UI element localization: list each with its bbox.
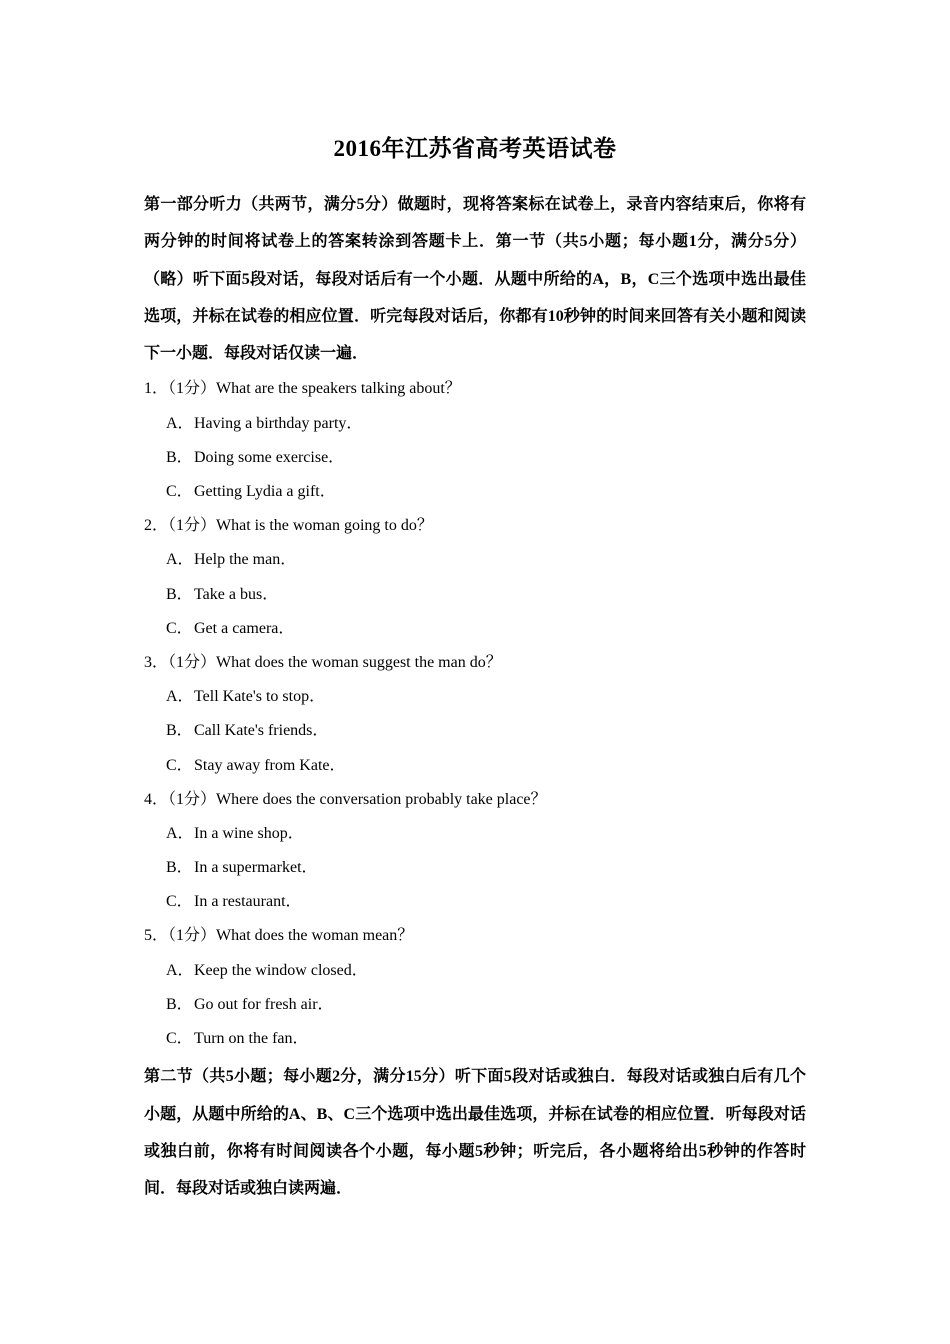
option-b (144, 441, 806, 475)
option-text: Call Kate's friends． (194, 722, 329, 740)
option-text: In a restaurant． (194, 893, 302, 911)
question-4 (144, 783, 806, 920)
option-letter: C． (166, 619, 193, 637)
option-text: Keep the window closed． (194, 961, 368, 979)
question-5 (144, 919, 806, 1056)
option-text: Go out for fresh air． (194, 995, 334, 1013)
option-text: In a supermarket． (194, 859, 318, 877)
question-stem: 2．（1分）What is the woman going to do？ (144, 517, 433, 535)
option-b (144, 714, 806, 748)
option-a (144, 407, 806, 441)
option-b (144, 851, 806, 885)
option-letter: A． (166, 824, 194, 842)
option-text: Tell Kate's to stop． (194, 688, 326, 706)
option-text: Having a birthday party． (194, 414, 363, 432)
option-letter: A． (166, 551, 194, 569)
question-stem: 3．（1分）What does the woman suggest the man do？ (144, 653, 502, 671)
option-c (144, 612, 806, 646)
question-stem: 5．（1分）What does the woman mean？ (144, 927, 414, 945)
question-2 (144, 509, 806, 646)
option-letter: B． (166, 859, 193, 877)
option-c (144, 475, 806, 509)
option-letter: B． (166, 995, 193, 1013)
option-text: Getting Lydia a gift． (194, 483, 336, 501)
option-letter: B． (166, 722, 193, 740)
question-1 (144, 372, 806, 509)
option-text: Turn on the fan． (194, 1030, 309, 1048)
option-letter: C． (166, 1030, 193, 1048)
option-c (144, 885, 806, 919)
option-letter: A． (166, 414, 194, 432)
option-letter: A． (166, 688, 194, 706)
option-letter: B． (166, 585, 193, 603)
option-letter: C． (166, 756, 193, 774)
option-text: Doing some exercise． (194, 448, 345, 466)
option-letter: C． (166, 893, 193, 911)
page-title: 2016年江苏省高考英语试卷 (333, 136, 617, 161)
option-a (144, 954, 806, 988)
part2-instructions: 第二节（共5小题；每小题2分，满分15分）听下面5段对话或独白．每段对话或独白后有几个小题，从题中所给的A、B、C三个选项中选出最佳选项，并标在试卷的相应位置．听每段对话或独白前，你将有时间阅读各个小题，每小题5秒钟；听完后，各小题将给出5秒钟的作答时间．每段对话或独白读两遍． (144, 1068, 806, 1198)
question-stem: 4．（1分）Where does the conversation probably take place？ (144, 790, 547, 808)
option-text: Take a bus． (194, 585, 279, 603)
option-letter: C． (166, 483, 193, 501)
option-b (144, 988, 806, 1022)
option-a (144, 680, 806, 714)
option-text: Get a camera． (194, 619, 295, 637)
option-b (144, 578, 806, 612)
option-c (144, 1022, 806, 1056)
option-letter: B． (166, 448, 193, 466)
option-text: In a wine shop． (194, 824, 304, 842)
option-a (144, 817, 806, 851)
option-a (144, 543, 806, 577)
option-letter: A． (166, 961, 194, 979)
part1-instructions: 第一部分听力（共两节，满分5分）做题时，现将答案标在试卷上，录音内容结束后，你将有两分钟的时间将试卷上的答案转涂到答题卡上．第一节（共5小题；每小题1分，满分5分）（略）听下面5段对话，每段对话后有一个小题．从题中所给的A，B，C三个选项中选出最佳选项，并标在试卷的相应位置．听完每段对话后，你都有10秒钟的时间来回答有关小题和阅读下一小题．每段对话仅读一遍． (144, 196, 806, 363)
question-3 (144, 646, 806, 783)
question-list (144, 372, 806, 1056)
question-stem: 1．（1分）What are the speakers talking about？ (144, 380, 461, 398)
option-text: Stay away from Kate． (194, 756, 346, 774)
option-c (144, 749, 806, 783)
option-text: Help the man． (194, 551, 297, 569)
